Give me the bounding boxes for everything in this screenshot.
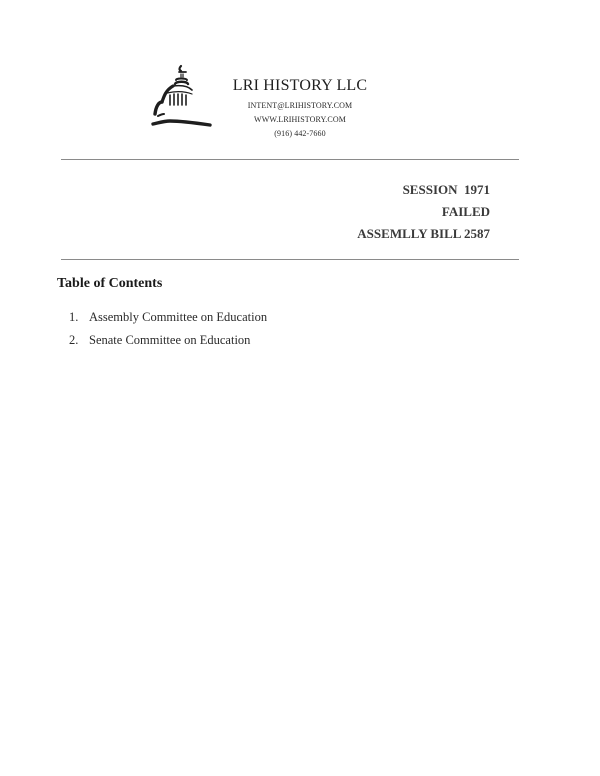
toc-item-assembly-committee[interactable]: [69, 306, 267, 329]
toc-item-number: 1.: [69, 310, 79, 324]
toc-item-senate-committee[interactable]: [69, 329, 267, 352]
company-name: LRI HISTORY LLC: [232, 77, 368, 94]
session-label: SESSION 1971: [402, 182, 490, 197]
toc-title: Table of Contents: [57, 276, 163, 291]
toc-item-label: Assembly Committee on Education: [89, 310, 268, 324]
company-header: [222, 76, 378, 141]
capitol-dome-icon: [146, 64, 214, 138]
toc-list: [69, 306, 267, 352]
bill-number: ASSEMLLY BILL 2587: [357, 226, 490, 241]
toc-item-number: 2.: [69, 333, 79, 347]
company-email: INTENT@LRIHISTORY.COM: [247, 101, 353, 110]
company-website: WWW.LRIHISTORY.COM: [254, 115, 346, 124]
company-phone: (916) 442-7660: [274, 129, 326, 138]
bill-divider: [61, 259, 519, 260]
bill-status: FAILED: [441, 204, 490, 219]
bill-info: [357, 179, 490, 245]
toc-item-label: Senate Committee on Education: [89, 333, 251, 347]
header-divider: [61, 159, 519, 160]
